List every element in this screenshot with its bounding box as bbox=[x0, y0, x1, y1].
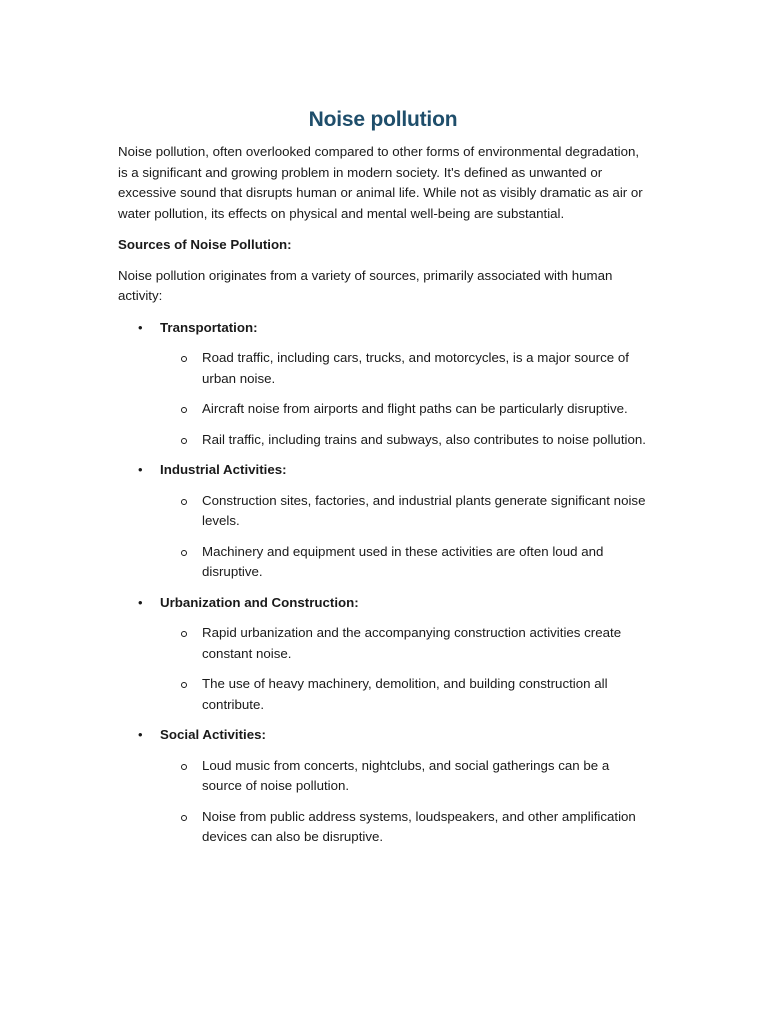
bullet-icon: • bbox=[138, 727, 143, 742]
subitem bbox=[160, 674, 648, 715]
subitem bbox=[160, 756, 648, 797]
circle-bullet-icon bbox=[181, 764, 187, 770]
source-subitems bbox=[160, 348, 648, 450]
source-label: Industrial Activities: bbox=[160, 462, 287, 477]
subitem bbox=[160, 542, 648, 583]
bullet-icon: • bbox=[138, 462, 143, 477]
sources-list bbox=[118, 318, 648, 848]
subitem-text: The use of heavy machinery, demolition, and building construction all contribute. bbox=[202, 676, 608, 712]
subitem bbox=[160, 399, 648, 420]
subitem-text: Machinery and equipment used in these activities are often loud and disruptive. bbox=[202, 543, 604, 579]
subitem-text: Noise from public address systems, loudspeakers, and other amplification devices can also be disruptive. bbox=[202, 808, 636, 844]
subitem-text: Rapid urbanization and the accompanying construction activities create constant noise. bbox=[202, 625, 622, 661]
source-item-transportation bbox=[118, 318, 648, 451]
circle-bullet-icon bbox=[181, 682, 187, 688]
subitem-text: Loud music from concerts, nightclubs, and social gatherings can be a source of noise pollution. bbox=[202, 757, 610, 793]
source-subitems bbox=[160, 756, 648, 848]
subitem-text: Rail traffic, including trains and subways, also contributes to noise pollution. bbox=[202, 431, 646, 447]
circle-bullet-icon bbox=[181, 631, 187, 637]
document-title: Noise pollution bbox=[308, 108, 458, 131]
subitem bbox=[160, 348, 648, 389]
subitem-text: Road traffic, including cars, trucks, and motorcycles, is a major source of urban noise. bbox=[202, 350, 629, 386]
source-label: Social Activities: bbox=[160, 727, 266, 742]
sources-intro-paragraph: Noise pollution originates from a variety of sources, primarily associated with human activity: bbox=[118, 267, 613, 303]
source-item-urbanization bbox=[118, 593, 648, 716]
intro-paragraph: Noise pollution, often overlooked compared to other forms of environmental degradation, is a significant and growing problem in modern society. It's defined as unwanted or excessive sound that disrupts human or animal life. While not as visibly dramatic as air or water pollution, its effects on physical and mental well-being are substantial. bbox=[118, 144, 643, 221]
source-label: Transportation: bbox=[160, 319, 258, 335]
subitem bbox=[160, 807, 648, 848]
bullet-icon: • bbox=[138, 594, 143, 610]
subitem-text: Construction sites, factories, and industrial plants generate significant noise levels. bbox=[202, 492, 646, 528]
circle-bullet-icon bbox=[181, 407, 187, 413]
circle-bullet-icon bbox=[181, 550, 187, 556]
source-item-industrial bbox=[118, 460, 648, 583]
subitem-text: Aircraft noise from airports and flight paths can be particularly disruptive. bbox=[202, 401, 628, 416]
bullet-icon: • bbox=[138, 319, 143, 335]
source-subitems bbox=[160, 491, 648, 583]
source-subitems bbox=[160, 623, 648, 715]
subitem bbox=[160, 491, 648, 532]
sources-heading: Sources of Noise Pollution: bbox=[118, 237, 292, 252]
circle-bullet-icon bbox=[181, 356, 187, 362]
circle-bullet-icon bbox=[181, 438, 187, 444]
source-item-social bbox=[118, 725, 648, 848]
source-label: Urbanization and Construction: bbox=[160, 594, 359, 610]
circle-bullet-icon bbox=[181, 499, 187, 505]
subitem bbox=[160, 430, 648, 451]
circle-bullet-icon bbox=[181, 815, 187, 821]
subitem bbox=[160, 623, 648, 664]
